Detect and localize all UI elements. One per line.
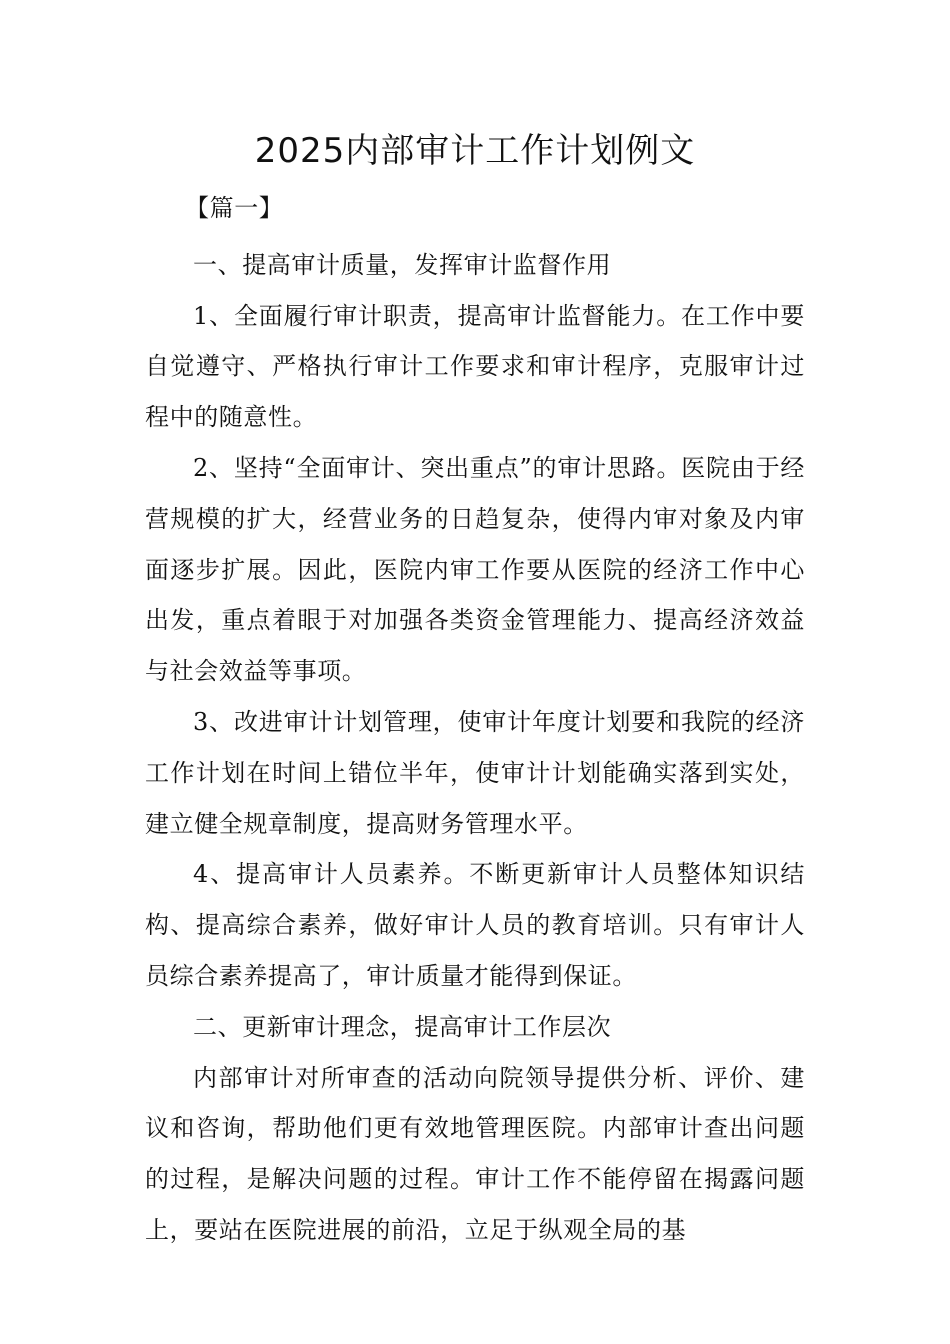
section-label: 【篇一】 — [185, 194, 284, 222]
document-body — [145, 183, 805, 1256]
paragraph-1: 1、全面履行审计职责，提高审计监督能力。在工作中要自觉遵守、严格执行审计工作要求和审计程序，克服审计过程中的随意性。 — [145, 301, 805, 432]
paragraph-5: 内部审计对所审查的活动向院领导提供分析、评价、建议和咨询，帮助他们更有效地管理医院。内部审计查出问题的过程，是解决问题的过程。审计工作不能停留在揭露问题上，要站在医院进展的前沿，立足于纵观全局的基 — [145, 1063, 805, 1244]
section-heading-2: 二、更新审计理念，提高审计工作层次 — [193, 1012, 612, 1041]
section-heading-1: 一、提高审计质量，发挥审计监督作用 — [193, 250, 612, 279]
paragraph-2: 2、坚持“全面审计、突出重点”的审计思路。医院由于经营规模的扩大，经营业务的日趋复杂，使得内审对象及内审面逐步扩展。因此，医院内审工作要从医院的经济工作中心出发，重点着眼于对加强各类资金管理能力、提高经济效益与社会效益等事项。 — [145, 453, 805, 686]
paragraph-4: 4、提高审计人员素养。不断更新审计人员整体知识结构、提高综合素养，做好审计人员的教育培训。只有审计人员综合素养提高了，审计质量才能得到保证。 — [145, 860, 805, 990]
paragraph-3: 3、改进审计计划管理，使审计年度计划要和我院的经济工作计划在时间上错位半年，使审计计划能确实落到实处，建立健全规章制度，提高财务管理水平。 — [145, 707, 805, 838]
document-title: 2025内部审计工作计划例文 — [254, 131, 696, 171]
